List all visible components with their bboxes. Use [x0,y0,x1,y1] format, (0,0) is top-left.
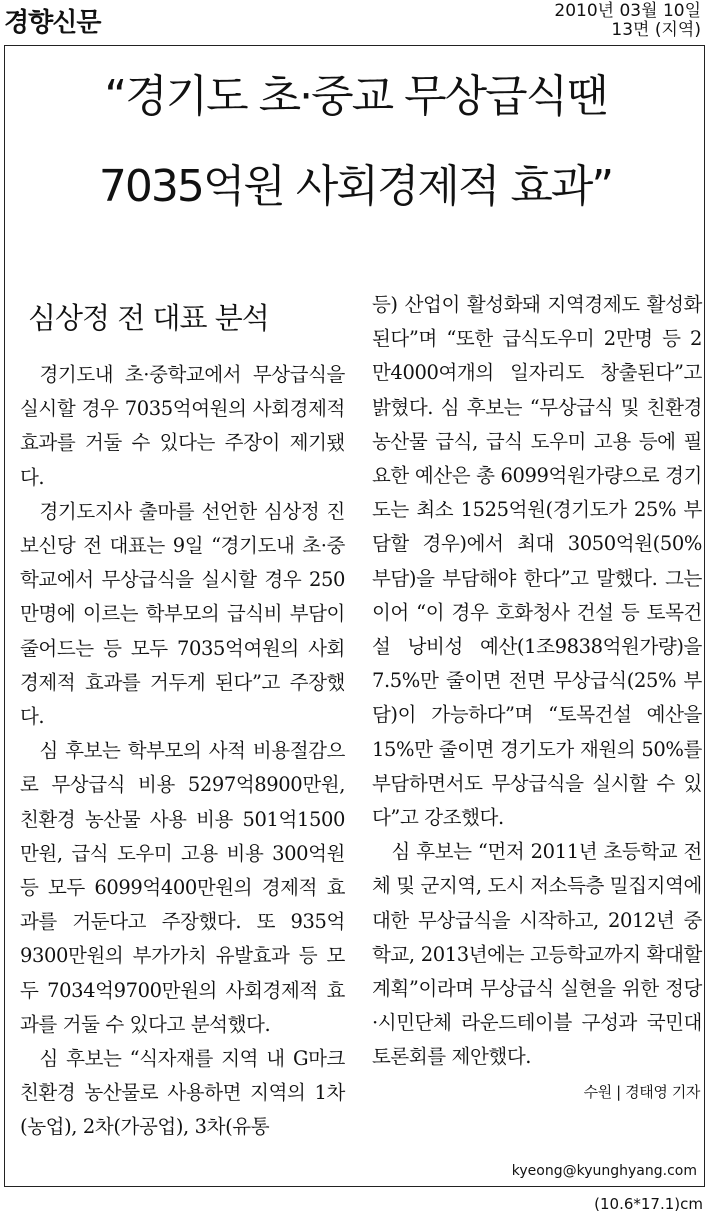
article-paragraph: 심 후보는 “먼저 2011년 초등학교 전체 및 군지역, 도시 저소득층 밀집지역에 대한 무상급식을 시작하고, 2012년 중학교, 2013년에는 고등학교까지 확대할 계획”이라며 무상급식 실현을 위한 정당·시민단체 라운드테이블 구성과 국민대토론회를 제안했다. [372,840,702,1069]
article-paragraph: 등) 산업이 활성화돼 지역경제도 활성화된다”며 “또한 급식도우미 2만명 등 2만4000여개의 일자리도 창출된다”고 밝혔다. 심 후보는 “무상급식 및 친환경 농산물 급식, 급식 도우미 고용 등에 필요한 예산은 총 6099억원가량으로 경기도는 최소 1525억원(경기도가 25% 부담할 경우)에서 최대 3050억원(50% 부담)을 부담해야 한다”고 말했다. 그는 이어 “이 경우 호화청사 건설 등 토목건설 낭비성 예산(1조9838억원가량)을 7.5%만 줄이면 전면 무상급식(25% 부담)이 가능하다”며 “토목건설 예산을 15%만 줄이면 경기도가 재원의 50%를 부담하면서도 무상급식을 실시할 수 있다”고 강조했다. [372,293,702,830]
newspaper-masthead: 경향신문 [4,8,101,38]
article-column-right [372,288,702,1109]
publication-date: 2010년 03월 10일 [554,1,701,21]
article-paragraph: 경기도내 초·중학교에서 무상급식을 실시할 경우 7035억여원의 사회경제적 효과를 거둘 수 있다는 주장이 제기됐다. [20,363,345,489]
headline-line-2: 7035억원 사회경제적 효과” [98,161,613,212]
headline-line-1: “경기도 초·중교 무상급식땐 [104,71,607,122]
article-paragraph: 심 후보는 “식자재를 지역 내 G마크 친환경 농산물로 사용하면 지역의 1차(농업), 2차(가공업), 3차(유통 [20,1047,345,1139]
page-section: 13면 (지역) [611,20,701,40]
clipping-size-note: (10.6*17.1)cm [594,1195,703,1213]
article-paragraph: 경기도지사 출마를 선언한 심상정 진보신당 전 대표는 9일 “경기도내 초·중학교에서 무상급식을 실시할 경우 250만명에 이르는 학부모의 급식비 부담이 줄어드는 등 모두 7035억여원의 사회경제적 효과를 거두게 된다”고 주장했다. [20,499,345,729]
article-paragraph: 심 후보는 학부모의 사적 비용절감으로 무상급식 비용 5297억8900만원, 친환경 농산물 사용 비용 501억1500만원, 급식 도우미 고용 비용 300억원 등 모두 6099억400만원의 경제적 효과를 거둔다고 주장했다. 또 935억9300만원의 부가가치 유발효과 등 모두 7034억9700만원의 사회경제적 효과를 거둘 수 있다고 분석했다. [20,739,345,1036]
byline: 수원 | 경태영 기자 [583,1082,700,1101]
article-column-left [20,358,345,1145]
dateline [554,2,701,40]
reporter-email: kyeong@kyunghyang.com [511,1163,697,1179]
subheadline: 심상정 전 대표 분석 [28,301,269,335]
